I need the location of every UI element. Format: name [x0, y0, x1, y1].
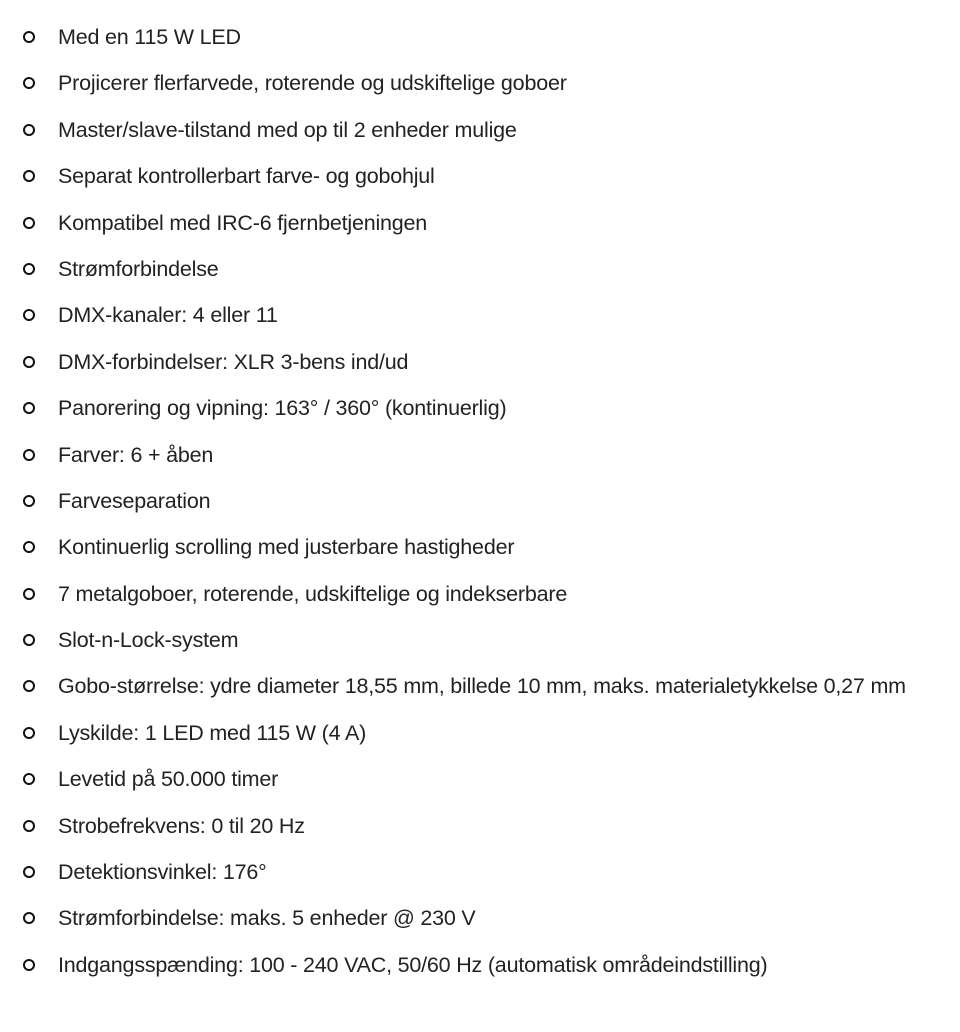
list-item	[20, 854, 936, 890]
circle-bullet-icon	[23, 866, 35, 878]
list-item-text: Farver: 6 + åben	[58, 442, 214, 467]
list-item-text: Lyskilde: 1 LED med 115 W (4 A)	[58, 720, 367, 745]
circle-bullet-icon	[23, 680, 35, 692]
circle-bullet-icon	[23, 588, 35, 600]
circle-bullet-icon	[23, 217, 35, 229]
list-item-text: Slot-n-Lock-system	[58, 628, 239, 653]
circle-bullet-icon	[23, 309, 35, 321]
list-item	[20, 808, 936, 844]
circle-bullet-icon	[23, 495, 35, 507]
list-item-text: Panorering og vipning: 163° / 360° (kontinuerlig)	[58, 396, 507, 421]
circle-bullet-icon	[23, 773, 35, 785]
list-item-text: Indgangsspænding: 100 - 240 VAC, 50/60 Hz (automatisk områdeindstilling)	[58, 952, 768, 977]
circle-bullet-icon	[23, 124, 35, 136]
list-item-text: Detektionsvinkel: 176°	[58, 860, 267, 885]
list-item-text: Master/slave-tilstand med op til 2 enheder mulige	[58, 117, 517, 142]
list-item-text: 7 metalgoboer, roterende, udskiftelige og indekserbare	[58, 581, 568, 606]
list-item	[20, 900, 936, 936]
circle-bullet-icon	[23, 31, 35, 43]
list-item-text: Farveseparation	[58, 488, 211, 513]
list-item-text: Strømforbindelse: maks. 5 enheder @ 230 V	[58, 906, 476, 931]
circle-bullet-icon	[23, 959, 35, 971]
list-item	[20, 947, 936, 983]
list-item	[20, 112, 936, 148]
list-item	[20, 390, 936, 426]
circle-bullet-icon	[23, 727, 35, 739]
list-item-text: Separat kontrollerbart farve- og gobohjul	[58, 164, 435, 189]
list-item-text: Levetid på 50.000 timer	[58, 767, 279, 792]
circle-bullet-icon	[23, 820, 35, 832]
circle-bullet-icon	[23, 449, 35, 461]
list-item	[20, 251, 936, 287]
list-item-text: Strømforbindelse	[58, 256, 219, 281]
list-item	[20, 761, 936, 797]
circle-bullet-icon	[23, 170, 35, 182]
list-item	[20, 715, 936, 751]
list-item	[20, 158, 936, 194]
circle-bullet-icon	[23, 541, 35, 553]
circle-bullet-icon	[23, 634, 35, 646]
list-item	[20, 622, 936, 658]
list-item-text: Med en 115 W LED	[58, 25, 241, 49]
list-item	[20, 483, 936, 519]
list-item-text: DMX-forbindelser: XLR 3-bens ind/ud	[58, 349, 409, 374]
list-item-text: Gobo-størrelse: ydre diameter 18,55 mm, billede 10 mm, maks. materialetykkelse 0,27 mm	[58, 674, 906, 699]
list-item	[20, 668, 936, 704]
list-item	[20, 344, 936, 380]
circle-bullet-icon	[23, 402, 35, 414]
list-item	[20, 65, 936, 101]
circle-bullet-icon	[23, 77, 35, 89]
circle-bullet-icon	[23, 912, 35, 924]
list-item-text: Kompatibel med IRC-6 fjernbetjeningen	[58, 210, 428, 235]
list-item-text: Kontinuerlig scrolling med justerbare hastigheder	[58, 535, 515, 560]
list-item	[20, 205, 936, 241]
list-item	[20, 437, 936, 473]
circle-bullet-icon	[23, 356, 35, 368]
list-item	[20, 19, 936, 55]
list-item-text: DMX-kanaler: 4 eller 11	[58, 303, 278, 328]
list-item-text: Projicerer flerfarvede, roterende og udskiftelige goboer	[58, 71, 567, 96]
list-item	[20, 529, 936, 565]
list-item	[20, 297, 936, 333]
list-item-text: Strobefrekvens: 0 til 20 Hz	[58, 813, 305, 838]
circle-bullet-icon	[23, 263, 35, 275]
list-item	[20, 576, 936, 612]
